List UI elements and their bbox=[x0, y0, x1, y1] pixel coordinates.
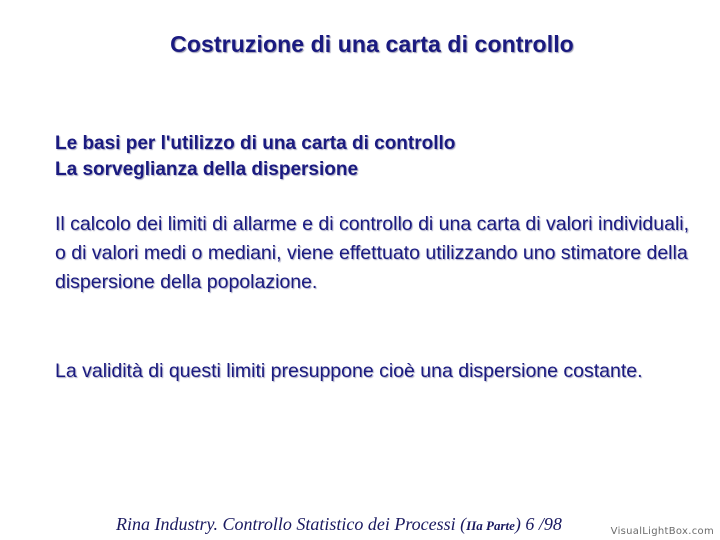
slide-footer bbox=[116, 514, 562, 535]
paragraph-validity: La validità di questi limiti presuppone cioè una dispersione costante. bbox=[55, 360, 643, 382]
watermark: VisualLightBox.com bbox=[610, 526, 714, 537]
footer-part-label: IIa Parte bbox=[466, 518, 515, 533]
footer-text: Rina Industry. Controllo Statistico dei Processi ( bbox=[116, 514, 467, 534]
subheading-dispersion: La sorveglianza della dispersione bbox=[55, 159, 359, 180]
footer-page-number: ) 6 /98 bbox=[514, 514, 562, 534]
slide-title: Costruzione di una carta di controllo bbox=[170, 31, 574, 57]
subheading-basics: Le basi per l'utilizzo di una carta di controllo bbox=[55, 133, 456, 154]
paragraph-limits-calculation: Il calcolo dei limiti di allarme e di controllo di una carta di valori individuali, o di valori medi o mediani, viene effettuato utilizzando uno stimatore della dispersione della popolazione. bbox=[55, 213, 690, 293]
slide-content bbox=[55, 131, 695, 386]
